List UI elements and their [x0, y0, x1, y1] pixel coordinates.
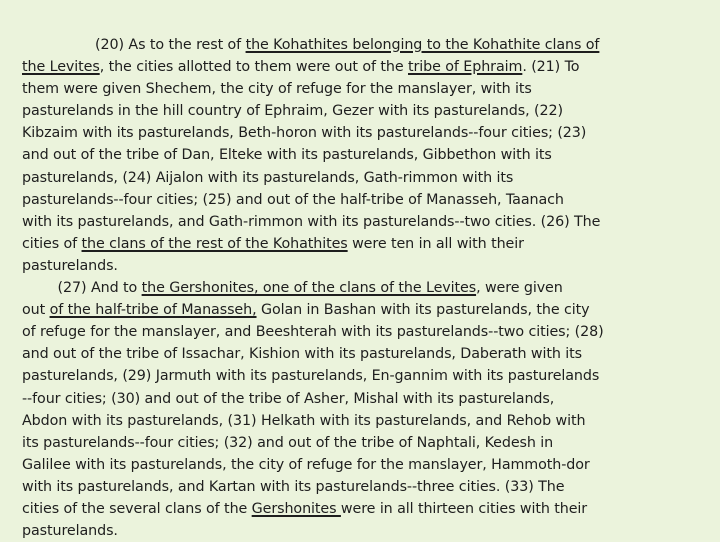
text-line — [22, 410, 682, 432]
text-line — [22, 321, 682, 343]
text-run: out — [22, 302, 50, 319]
text-line — [22, 56, 682, 78]
text-line — [22, 343, 682, 365]
underlined-phrase: Gershonites — [251, 500, 341, 517]
text-run: pasturelands in the hill country of Ephraim, Gezer with its pasturelands, (22) — [22, 103, 563, 120]
text-line — [22, 211, 682, 233]
text-run: them were given Shechem, the city of refuge for the manslayer, with its — [22, 81, 532, 98]
text-run: were ten in all with their — [347, 235, 524, 252]
text-run: pasturelands. — [22, 257, 118, 274]
text-line — [22, 476, 682, 498]
text-run: , were given — [476, 280, 563, 297]
underlined-phrase: the Kohathites belonging to the Kohathite clans of — [245, 37, 600, 53]
underlined-phrase: the clans of the rest of the Kohathites — [81, 235, 348, 252]
text-line — [22, 454, 682, 476]
text-run: were in all thirteen cities with their — [340, 500, 588, 517]
text-run: Galilee with its pasturelands, the city of refuge for the manslayer, Hammoth-dor — [22, 456, 590, 473]
underlined-phrase: the Levites — [22, 59, 100, 76]
text-line — [22, 78, 682, 100]
text-line — [22, 432, 682, 454]
underlined-phrase: of the half-tribe of Manasseh, — [49, 302, 257, 319]
underlined-phrase: tribe of Ephraim — [408, 59, 523, 76]
text-line — [22, 34, 682, 56]
text-line — [22, 122, 682, 144]
text-run: Abdon with its pasturelands, (31) Helkath with its pasturelands, and Rehob with — [22, 412, 586, 429]
text-run: cities of the several clans of the — [22, 500, 252, 517]
text-line — [22, 233, 682, 255]
text-run: (27) And to — [22, 280, 142, 297]
text-line — [22, 365, 682, 387]
text-run: pasturelands--four cities; (25) and out of the half-tribe of Manasseh, Taanach — [22, 191, 564, 208]
text-run: and out of the tribe of Dan, Elteke with its pasturelands, Gibbethon with its — [22, 147, 552, 164]
underlined-phrase: the Gershonites, one of the clans of the Levites — [141, 280, 477, 297]
text-run: , the cities allotted to them were out of the — [99, 59, 408, 76]
text-run: --four cities; (30) and out of the tribe of Asher, Mishal with its pasturelands, — [22, 390, 555, 407]
text-run: cities of — [22, 235, 82, 252]
text-line — [22, 167, 682, 189]
text-run: . (21) To — [522, 59, 580, 76]
text-run: with its pasturelands, and Kartan with its pasturelands--three cities. (33) The — [22, 478, 565, 495]
text-line — [22, 255, 682, 277]
text-run: with its pasturelands, and Gath-rimmon with its pasturelands--two cities. (26) The — [22, 213, 601, 230]
text-run: Kibzaim with its pasturelands, Beth-horon with its pasturelands--four cities; (23) — [22, 125, 587, 142]
text-run: its pasturelands--four cities; (32) and out of the tribe of Naphtali, Kedesh in — [22, 434, 554, 451]
text-line — [22, 520, 682, 542]
text-line — [22, 277, 682, 299]
scripture-text — [22, 34, 682, 542]
text-run: Golan in Bashan with its pasturelands, the city — [256, 302, 590, 319]
text-line — [22, 498, 682, 520]
text-run: pasturelands, (24) Aijalon with its pasturelands, Gath-rimmon with its — [22, 169, 514, 186]
text-line — [22, 100, 682, 122]
text-run: of refuge for the manslayer, and Beeshterah with its pasturelands--two cities; (28) — [22, 324, 604, 341]
text-line — [22, 388, 682, 410]
text-run: and out of the tribe of Issachar, Kishion with its pasturelands, Daberath with its — [22, 346, 582, 363]
text-run: pasturelands, (29) Jarmuth with its pasturelands, En-gannim with its pasturelands — [22, 368, 600, 385]
text-line — [22, 189, 682, 211]
text-line — [22, 299, 682, 321]
text-line — [22, 144, 682, 166]
text-run: pasturelands. — [22, 523, 118, 540]
text-run: (20) As to the rest of — [95, 37, 246, 53]
